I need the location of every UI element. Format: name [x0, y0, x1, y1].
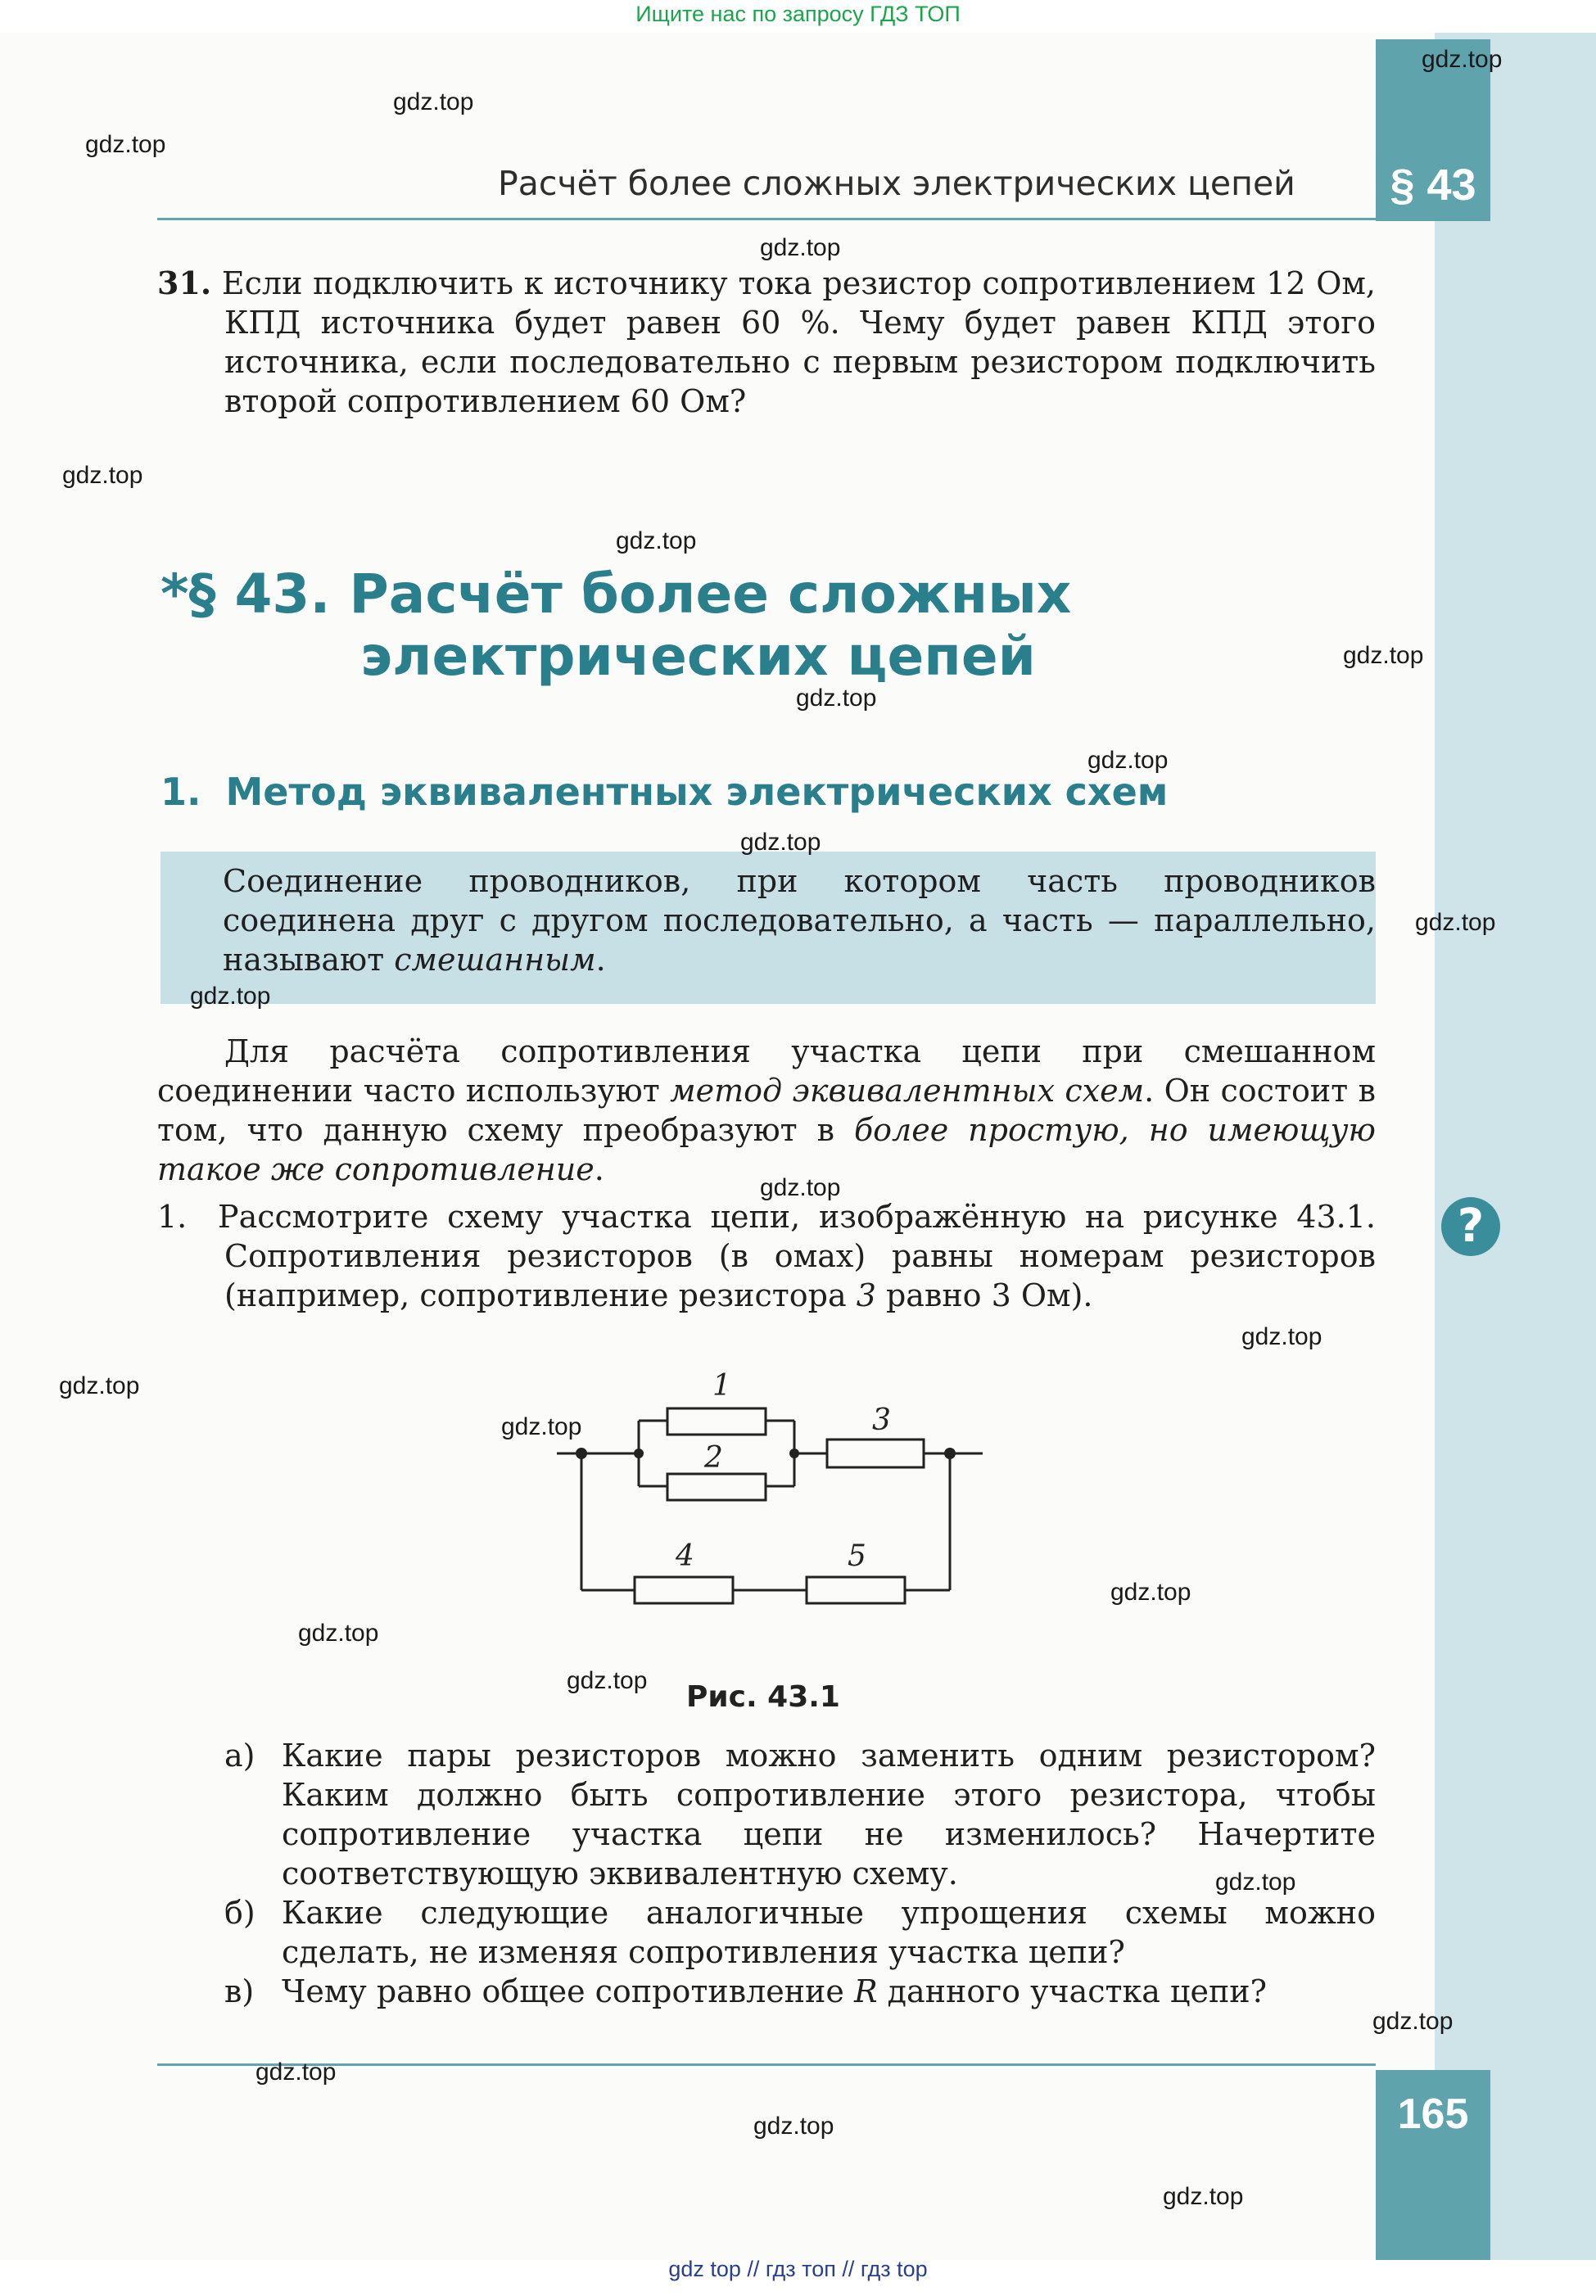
figure-caption: Рис. 43.1 — [686, 1680, 840, 1714]
watermark: gdz.top — [567, 1667, 648, 1694]
watermark: gdz.top — [796, 685, 877, 712]
right-margin-strip — [1435, 33, 1596, 2260]
resistor-2 — [667, 1474, 766, 1500]
section-title-line1: Расчёт более сложных — [349, 563, 1072, 626]
bottom-banner: gdz top // гдз топ // гдз top — [668, 2257, 928, 2281]
watermark: gdz.top — [1163, 2183, 1244, 2210]
resistor-label-1: 1 — [712, 1369, 731, 1403]
watermark: gdz.top — [1372, 2008, 1454, 2035]
watermark: gdz.top — [616, 527, 697, 554]
watermark: gdz.top — [393, 88, 474, 115]
watermark: gdz.top — [1415, 909, 1496, 936]
problem-31 — [157, 264, 1376, 421]
definition-text: Соединение проводников, при котором часть проводников соединена друг с другом последовательно, а часть — параллельно, называют смешанным. — [223, 863, 1376, 978]
watermark: gdz.top — [1087, 747, 1169, 774]
section-tab-label: § 43 — [1390, 160, 1476, 210]
resistance-symbol: R — [853, 1973, 878, 2009]
subquestion-a: а) Какие пары резисторов можно заменить одним резистором? Каким должно быть сопротивление этого резистора, чтобы сопротивление участка цепи не изменилось? Начертите соответствующую эквивалентную схему. — [224, 1738, 1376, 1891]
circuit-diagram — [557, 1343, 983, 1621]
header-rule — [157, 218, 1376, 220]
watermark: gdz.top — [298, 1620, 379, 1647]
subquestion-b: б) Какие следующие аналогичные упрощения схемы можно сделать, не изменяя сопротивления участка цепи? — [224, 1895, 1376, 1970]
resistor-ref: 3 — [856, 1277, 876, 1313]
task-1: 1. Рассмотрите схему участка цепи, изображённую на рисунке 43.1. Сопротивления резисторов (в омах) равны номерам резисторов (например, сопротивление резистора 3 равно 3 Ом). — [157, 1199, 1376, 1313]
watermark: gdz.top — [1110, 1579, 1191, 1606]
subquestions — [224, 1736, 1376, 2011]
problem-text: Если подключить к источнику тока резистор сопротивлением 12 Ом, КПД источника будет равен 60 %. Чему будет равен КПД этого источника, если последовательно с первым резистором подключить второй сопротивлением 60 Ом? — [221, 265, 1376, 419]
watermark: gdz.top — [1241, 1323, 1322, 1350]
watermark: gdz.top — [1215, 1869, 1296, 1896]
junction-b — [789, 1449, 799, 1458]
section-title-line2: электрических цепей — [360, 625, 1036, 688]
subquestion-c: в) Чему равно общее сопротивление R данного участка цепи? — [224, 1973, 1267, 2009]
resistor-label-3: 3 — [872, 1403, 891, 1437]
definition-term: смешанным — [394, 942, 596, 978]
watermark: gdz.top — [190, 983, 271, 1010]
watermark: gdz.top — [501, 1413, 582, 1440]
section-heading — [161, 563, 1307, 688]
junction-a — [634, 1449, 644, 1458]
watermark: gdz.top — [255, 2059, 337, 2086]
problem-number: 31. — [157, 264, 212, 301]
watermark: gdz.top — [1422, 46, 1503, 73]
resistor-4 — [635, 1577, 733, 1603]
junction-left — [576, 1448, 587, 1459]
watermark: gdz.top — [740, 829, 821, 856]
method-paragraph: Для расчёта сопротивления участка цепи при смешанном соединении часто используют метод эквивалентных схем. Он состоит в том, что данную схему преобразуют в более простую, но имеющую такое же сопротивление. — [157, 1033, 1377, 1187]
resistor-1 — [667, 1408, 766, 1435]
footer-rule — [157, 2063, 1376, 2066]
resistor-label-2: 2 — [704, 1441, 723, 1475]
method-definition: более простую, но имеющую такое же сопротивление — [157, 1112, 1377, 1187]
subsection-heading — [161, 770, 1372, 814]
resistor-label-4: 4 — [676, 1539, 694, 1573]
section-number: § 43. — [188, 563, 331, 626]
section-asterisk: * — [161, 563, 189, 626]
running-header: Расчёт более сложных электрических цепей — [498, 164, 1295, 203]
resistor-label-5: 5 — [848, 1539, 866, 1573]
watermark: gdz.top — [753, 2113, 834, 2140]
resistor-3 — [827, 1440, 924, 1467]
method-term: метод эквивалентных схем — [670, 1073, 1145, 1109]
watermark: gdz.top — [59, 1372, 140, 1399]
page-number: 165 — [1397, 2090, 1469, 2138]
top-banner: Ищите нас по запросу ГДЗ ТОП — [635, 2, 961, 26]
resistor-5 — [807, 1577, 905, 1603]
junction-right — [944, 1448, 956, 1459]
watermark: gdz.top — [62, 462, 143, 489]
watermark: gdz.top — [760, 234, 841, 261]
watermark: gdz.top — [760, 1174, 841, 1201]
subsection-title: Метод эквивалентных электрических схем — [225, 770, 1169, 814]
task-number: 1. — [157, 1199, 188, 1235]
watermark: gdz.top — [1343, 642, 1424, 669]
question-icon: ? — [1441, 1197, 1500, 1256]
watermark: gdz.top — [85, 131, 166, 158]
subsection-number: 1. — [161, 770, 201, 814]
